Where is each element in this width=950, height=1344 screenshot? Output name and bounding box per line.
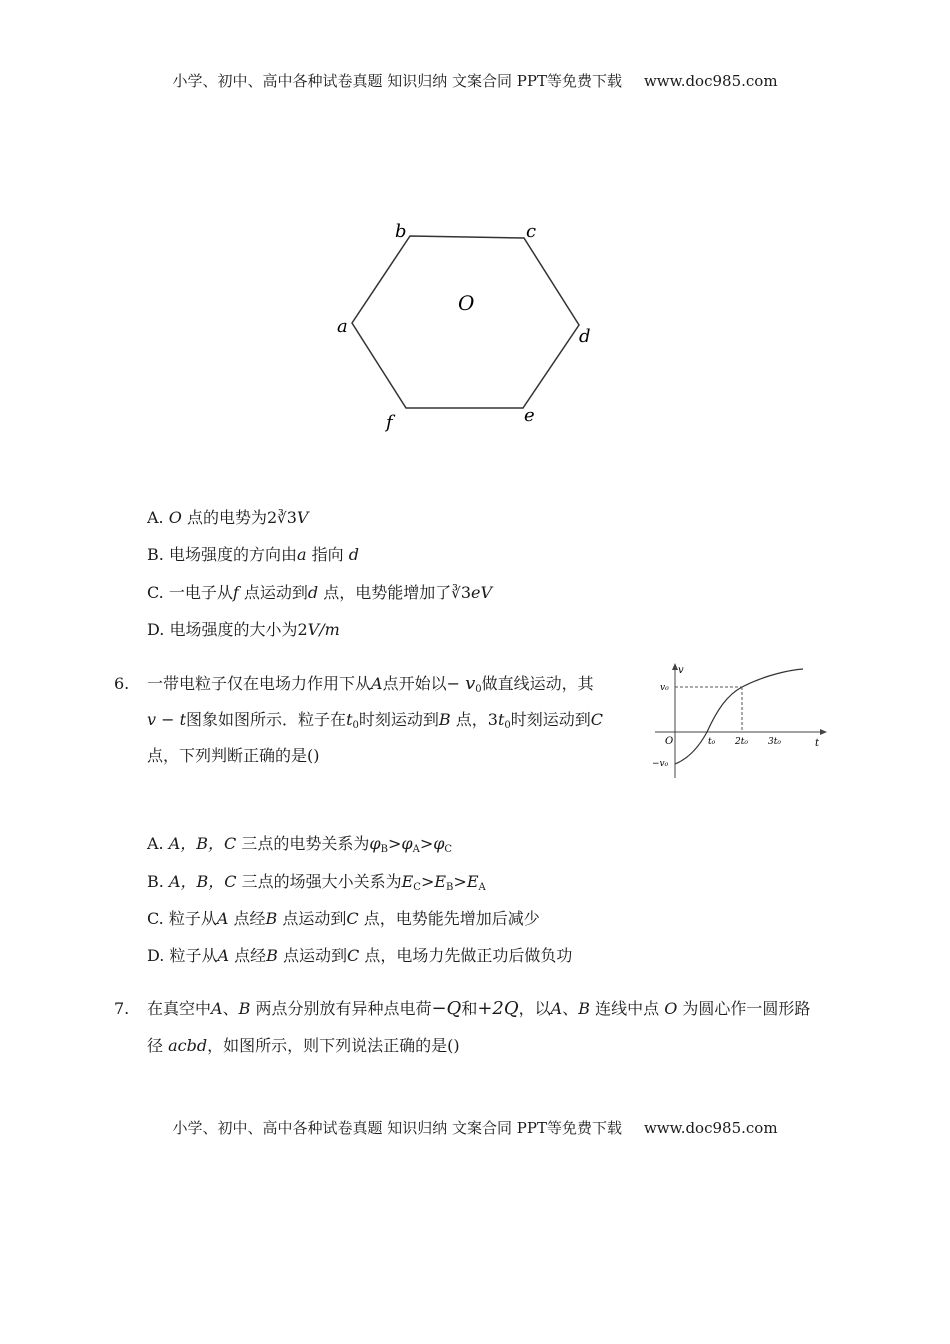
vt-curve bbox=[675, 669, 803, 764]
q6-option-a: A. A，B，C 三点的电势关系为$\varphi_B>\varphi_A>\varphi_C$ bbox=[147, 834, 453, 855]
vertex-label-f: f bbox=[386, 412, 393, 433]
q5-option-a: A. O 点的电势为2∛3V bbox=[147, 508, 309, 527]
hexagon-figure bbox=[320, 210, 620, 440]
q7-line-2: 径 acbd，如图所示，则下列说法正确的是() bbox=[147, 1036, 460, 1055]
vt-graph bbox=[645, 660, 835, 785]
q6-number: 6. bbox=[114, 674, 130, 693]
header-site: www.doc985.com bbox=[643, 72, 778, 90]
footer-text: 小学、初中、高中各种试卷真题 知识归纳 文案合同 PPT等免费下载 bbox=[172, 1119, 622, 1137]
vertex-label-d: d bbox=[579, 326, 591, 347]
t-axis-arrow bbox=[820, 729, 827, 735]
center-label-O: O bbox=[458, 291, 475, 315]
page-header bbox=[0, 70, 950, 91]
hexagon-shape bbox=[352, 236, 579, 408]
q5-option-b: B. 电场强度的方向由a 指向 d bbox=[147, 545, 359, 564]
q6-line-3: 点，下列判断正确的是() bbox=[147, 746, 320, 765]
t0-tick-label: t₀ bbox=[708, 737, 716, 747]
vertex-label-e: e bbox=[524, 405, 535, 426]
sqrt-sign: ∛ bbox=[451, 584, 461, 602]
2t0-tick-label: 2t₀ bbox=[735, 737, 748, 747]
origin-label: O bbox=[665, 736, 674, 747]
q6-line-2: v − t图象如图所示．粒子在$t_0$时刻运动到B 点，$3t_0$时刻运动到C bbox=[147, 710, 604, 731]
v0-label: v₀ bbox=[660, 683, 669, 693]
q6-option-c: C. 粒子从A 点经B 点运动到C 点，电势能先增加后减少 bbox=[147, 909, 540, 928]
q6-option-d: D. 粒子从A 点经B 点运动到C 点，电场力先做正功后做负功 bbox=[147, 946, 573, 965]
neg-v0-label: −v₀ bbox=[652, 759, 669, 769]
q6-option-b: B. A，B，C 三点的场强大小关系为$E_C>E_B>E_A$ bbox=[147, 872, 486, 893]
page-footer bbox=[0, 1117, 950, 1138]
v-axis-label: v bbox=[678, 665, 684, 676]
q6-line-1: 一带电粒子仅在电场力作用下从A点开始以− $v_0$做直线运动，其 bbox=[147, 673, 594, 695]
3t0-tick-label: 3t₀ bbox=[768, 737, 781, 747]
vertex-label-a: a bbox=[337, 316, 348, 337]
vertex-label-c: c bbox=[526, 221, 537, 242]
q5-option-c: C. 一电子从f 点运动到d 点，电势能增加了∛3eV bbox=[147, 583, 493, 602]
q7-line-1: 在真空中A、B 两点分别放有异种点电荷−Q和+2Q，以A、B 连线中点 O 为圆心作一圆形路 bbox=[147, 998, 811, 1019]
vertex-label-b: b bbox=[395, 221, 407, 242]
sqrt-sign: ∛ bbox=[277, 509, 287, 527]
footer-site: www.doc985.com bbox=[643, 1119, 778, 1137]
q7-number: 7. bbox=[114, 999, 130, 1018]
q5-option-d: D. 电场强度的大小为2V/m bbox=[147, 620, 340, 639]
t-axis-label: t bbox=[815, 738, 820, 749]
header-text: 小学、初中、高中各种试卷真题 知识归纳 文案合同 PPT等免费下载 bbox=[172, 72, 622, 90]
